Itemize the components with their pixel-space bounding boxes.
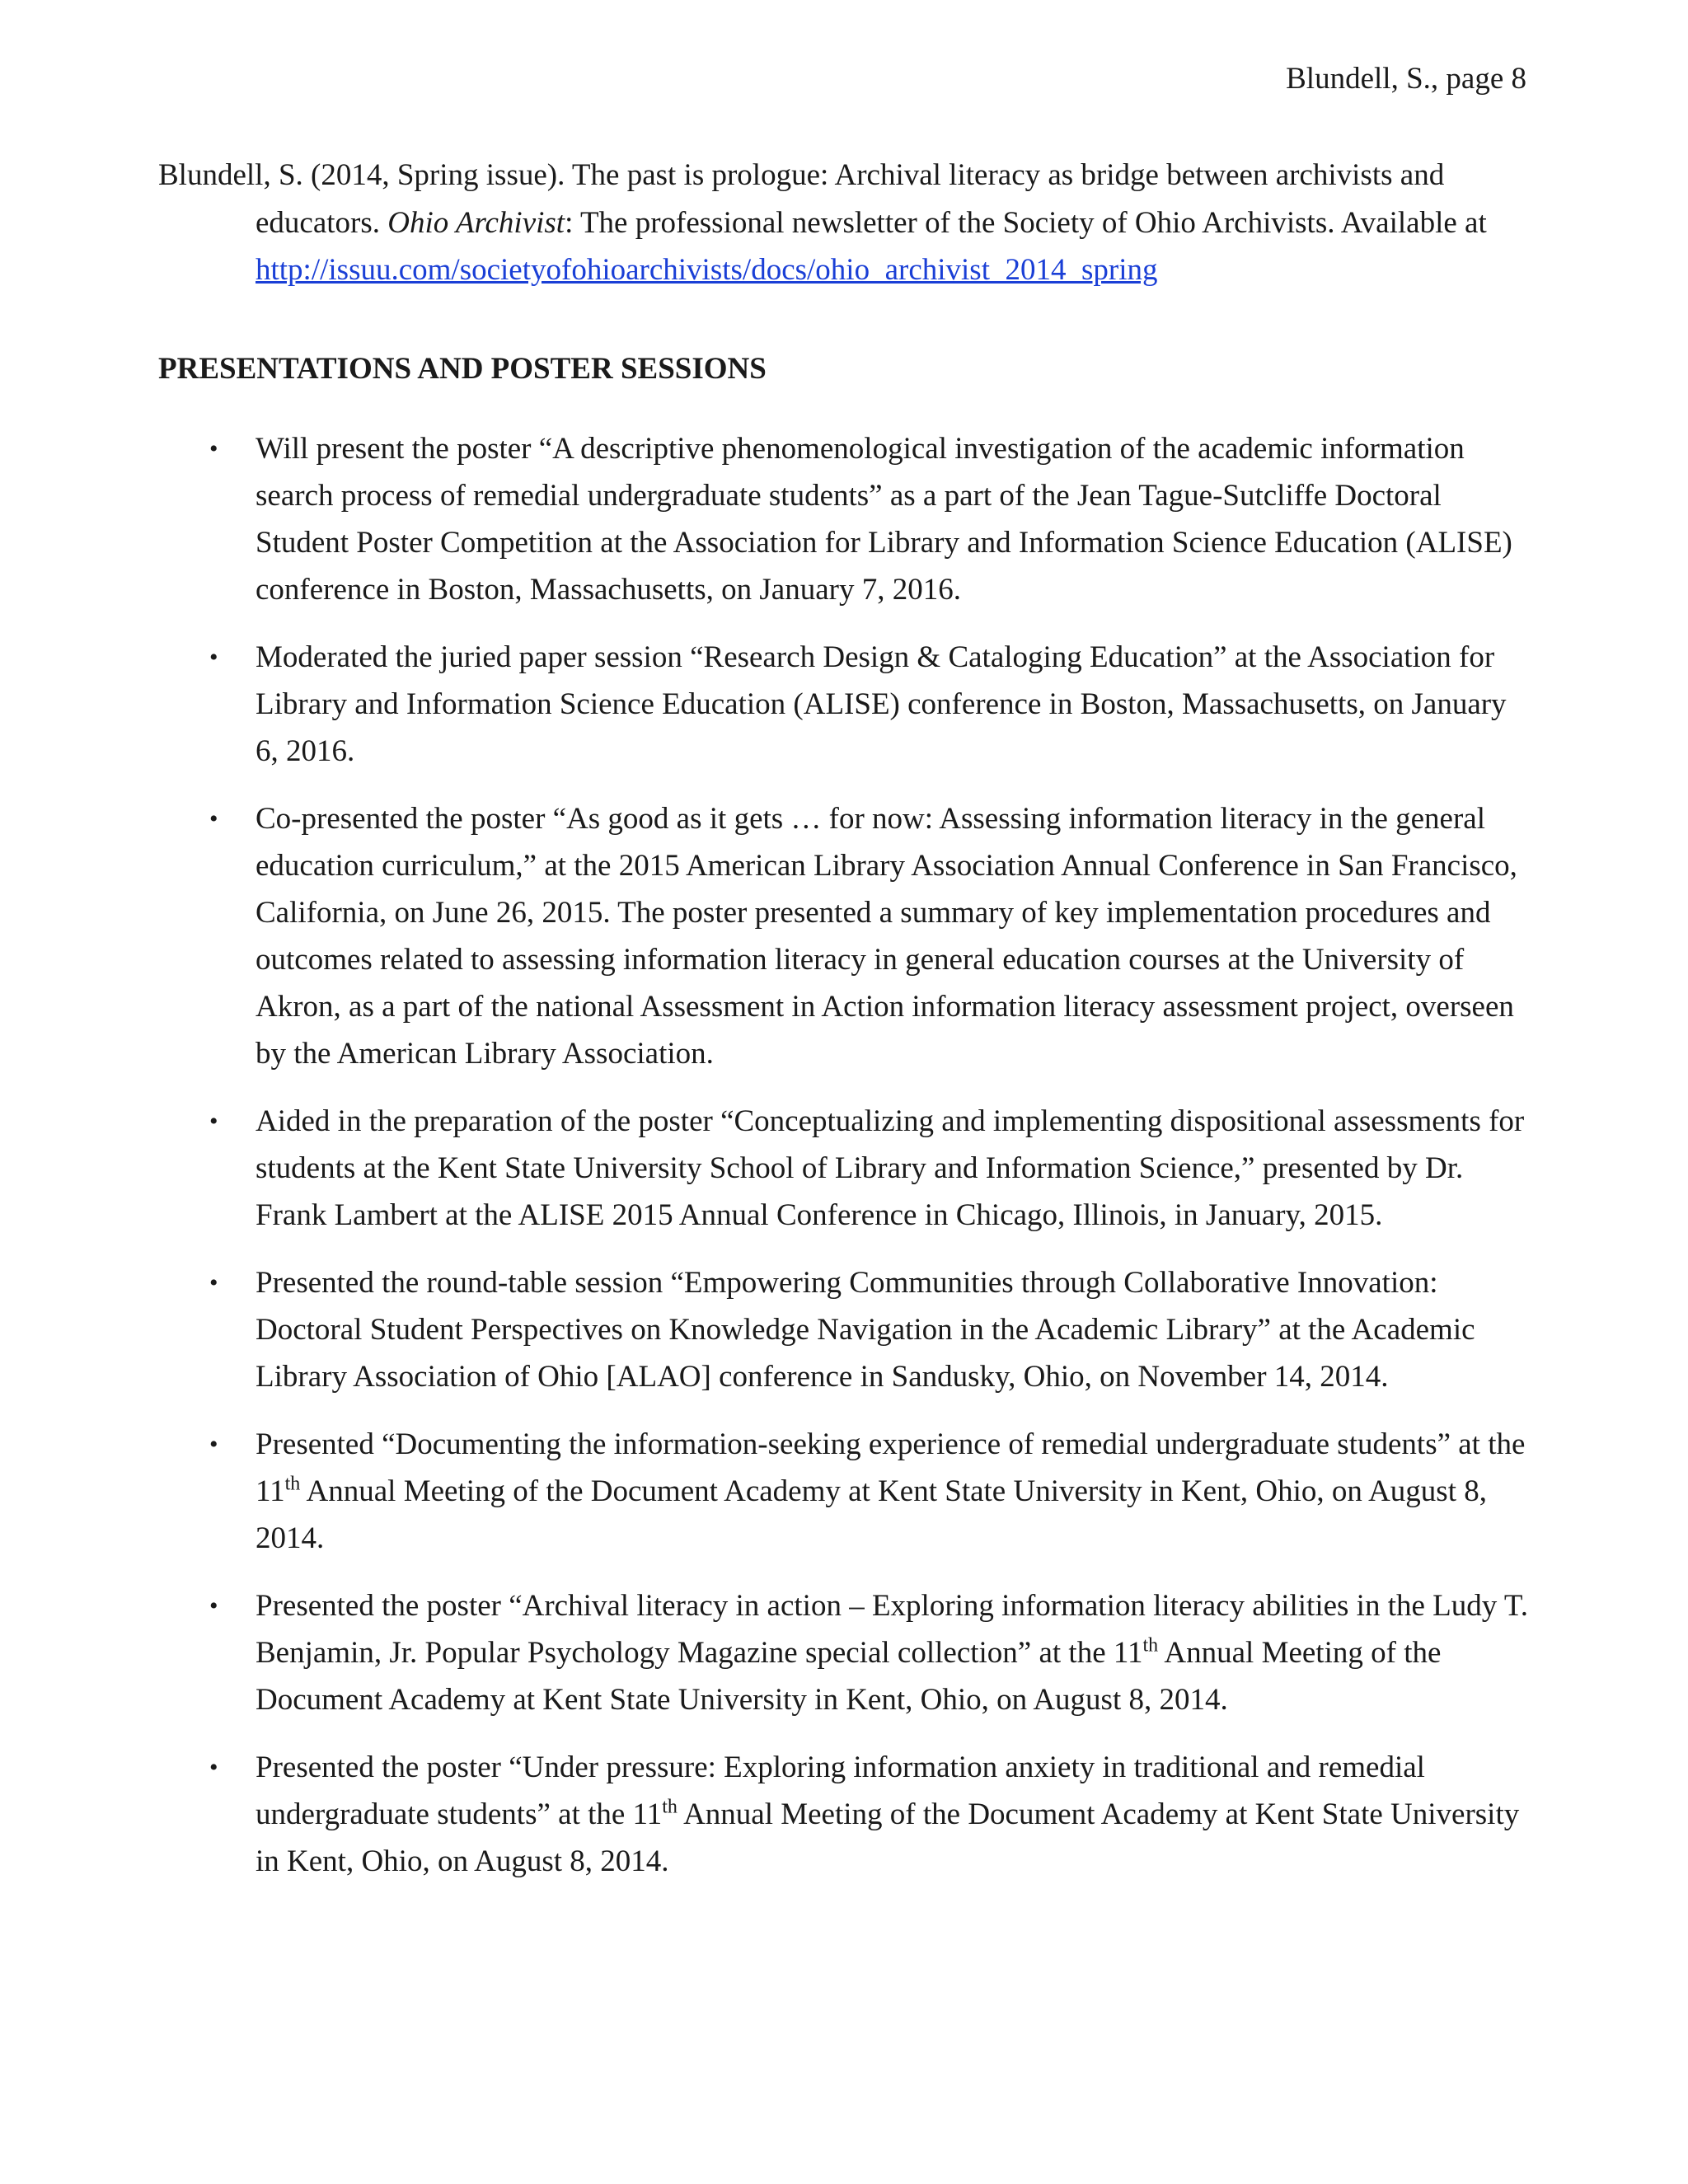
citation-entry	[158, 152, 1510, 294]
bullet-icon: •	[209, 1592, 218, 1619]
bullet-icon: •	[209, 805, 218, 832]
bullet-icon: •	[209, 435, 218, 462]
list-item-text: Aided in the preparation of the poster “Conceptualizing and implementing dispositional assessments for students at the Kent State University School of Library and Information Science,” presented by Dr. Frank Lambert at the ALISE 2015 Annual Conference in Chicago, Illinois, in January, 2015.	[256, 1104, 1525, 1232]
list-item-text	[256, 1427, 1525, 1555]
bullet-icon: •	[209, 644, 218, 671]
list-item-text-start: Presented the poster “Archival literacy in action – Exploring information literacy abilities in the Ludy T. Benjamin, Jr. Popular Psychology Magazine special collection” at the 11	[256, 1589, 1528, 1670]
bullet-icon: •	[209, 1754, 218, 1781]
list-item-text	[256, 1589, 1528, 1717]
bullet-icon: •	[209, 1269, 218, 1296]
section-heading: PRESENTATIONS AND POSTER SESSIONS	[158, 352, 767, 386]
ordinal-suffix: th	[662, 1796, 678, 1818]
list-item	[158, 634, 1531, 775]
list-item	[158, 1098, 1531, 1239]
list-item-text-start: Presented the poster “Under pressure: Exploring information anxiety in traditional and remedial undergraduate students” at the 11	[256, 1750, 1425, 1831]
list-item-text-end: Annual Meeting of the Document Academy at Kent State University in Kent, Ohio, on August 8, 2014.	[256, 1474, 1487, 1555]
citation-title: The past is prologue: Archival literacy as bridge between archivists and educators.	[256, 158, 1445, 240]
bullet-icon: •	[209, 1108, 218, 1135]
running-header: Blundell, S., page 8	[1286, 62, 1526, 96]
list-item-text: Presented the round-table session “Empowering Communities through Collaborative Innovation: Doctoral Student Perspectives on Knowledge Navigation in the Academic Library” at the Academic Library Association of Ohio [ALAO] conference in Sandusky, Ohio, on November 14, 2014.	[256, 1266, 1475, 1394]
citation-journal-desc: : The professional newsletter of the Society of Ohio Archivists.	[565, 205, 1335, 240]
list-item	[158, 1582, 1531, 1723]
list-item	[158, 795, 1531, 1077]
list-item	[158, 425, 1531, 613]
list-item-text: Moderated the juried paper session “Research Design & Cataloging Education” at the Association for Library and Information Science Education (ALISE) conference in Boston, Massachusetts, on January 6, 2016.	[256, 640, 1507, 768]
list-item-text	[256, 1750, 1519, 1878]
bullet-icon: •	[209, 1431, 218, 1458]
list-item	[158, 1744, 1531, 1885]
citation-journal: Ohio Archivist	[387, 205, 565, 240]
citation-author-date: Blundell, S. (2014, Spring issue).	[158, 158, 565, 192]
list-item-text-end: Annual Meeting of the Document Academy at Kent State University in Kent, Ohio, on August 8, 2014.	[256, 1636, 1442, 1717]
list-item	[158, 1421, 1531, 1562]
ordinal-suffix: th	[284, 1473, 301, 1495]
list-item	[158, 1259, 1531, 1400]
list-item-text-start: Presented “Documenting the information-seeking experience of remedial undergraduate students” at the 11	[256, 1427, 1526, 1508]
presentations-list	[158, 425, 1531, 1905]
list-item-text-end: Annual Meeting of the Document Academy at Kent State University in Kent, Ohio, on August 8, 2014.	[256, 1797, 1520, 1878]
citation-url-link[interactable]: http://issuu.com/societyofohioarchivists/docs/ohio_archivist_2014_spring	[256, 253, 1158, 287]
ordinal-suffix: th	[1142, 1634, 1159, 1657]
citation-available-label: Available at	[1334, 205, 1487, 240]
list-item-text: Co-presented the poster “As good as it gets … for now: Assessing information literacy in the general education curriculum,” at the 2015 American Library Association Annual Conference in San Francisco, California, on June 26, 2015. The poster presented a summary of key implementation procedures and outcomes related to assessing information literacy in general education courses at the University of Akron, as a part of the national Assessment in Action information literacy assessment project, overseen by the American Library Association.	[256, 802, 1517, 1071]
list-item-text: Will present the poster “A descriptive phenomenological investigation of the academic information search process of remedial undergraduate students” as a part of the Jean Tague-Sutcliffe Doctoral Student Poster Competition at the Association for Library and Information Science Education (ALISE) conference in Boston, Massachusetts, on January 7, 2016.	[256, 432, 1512, 607]
